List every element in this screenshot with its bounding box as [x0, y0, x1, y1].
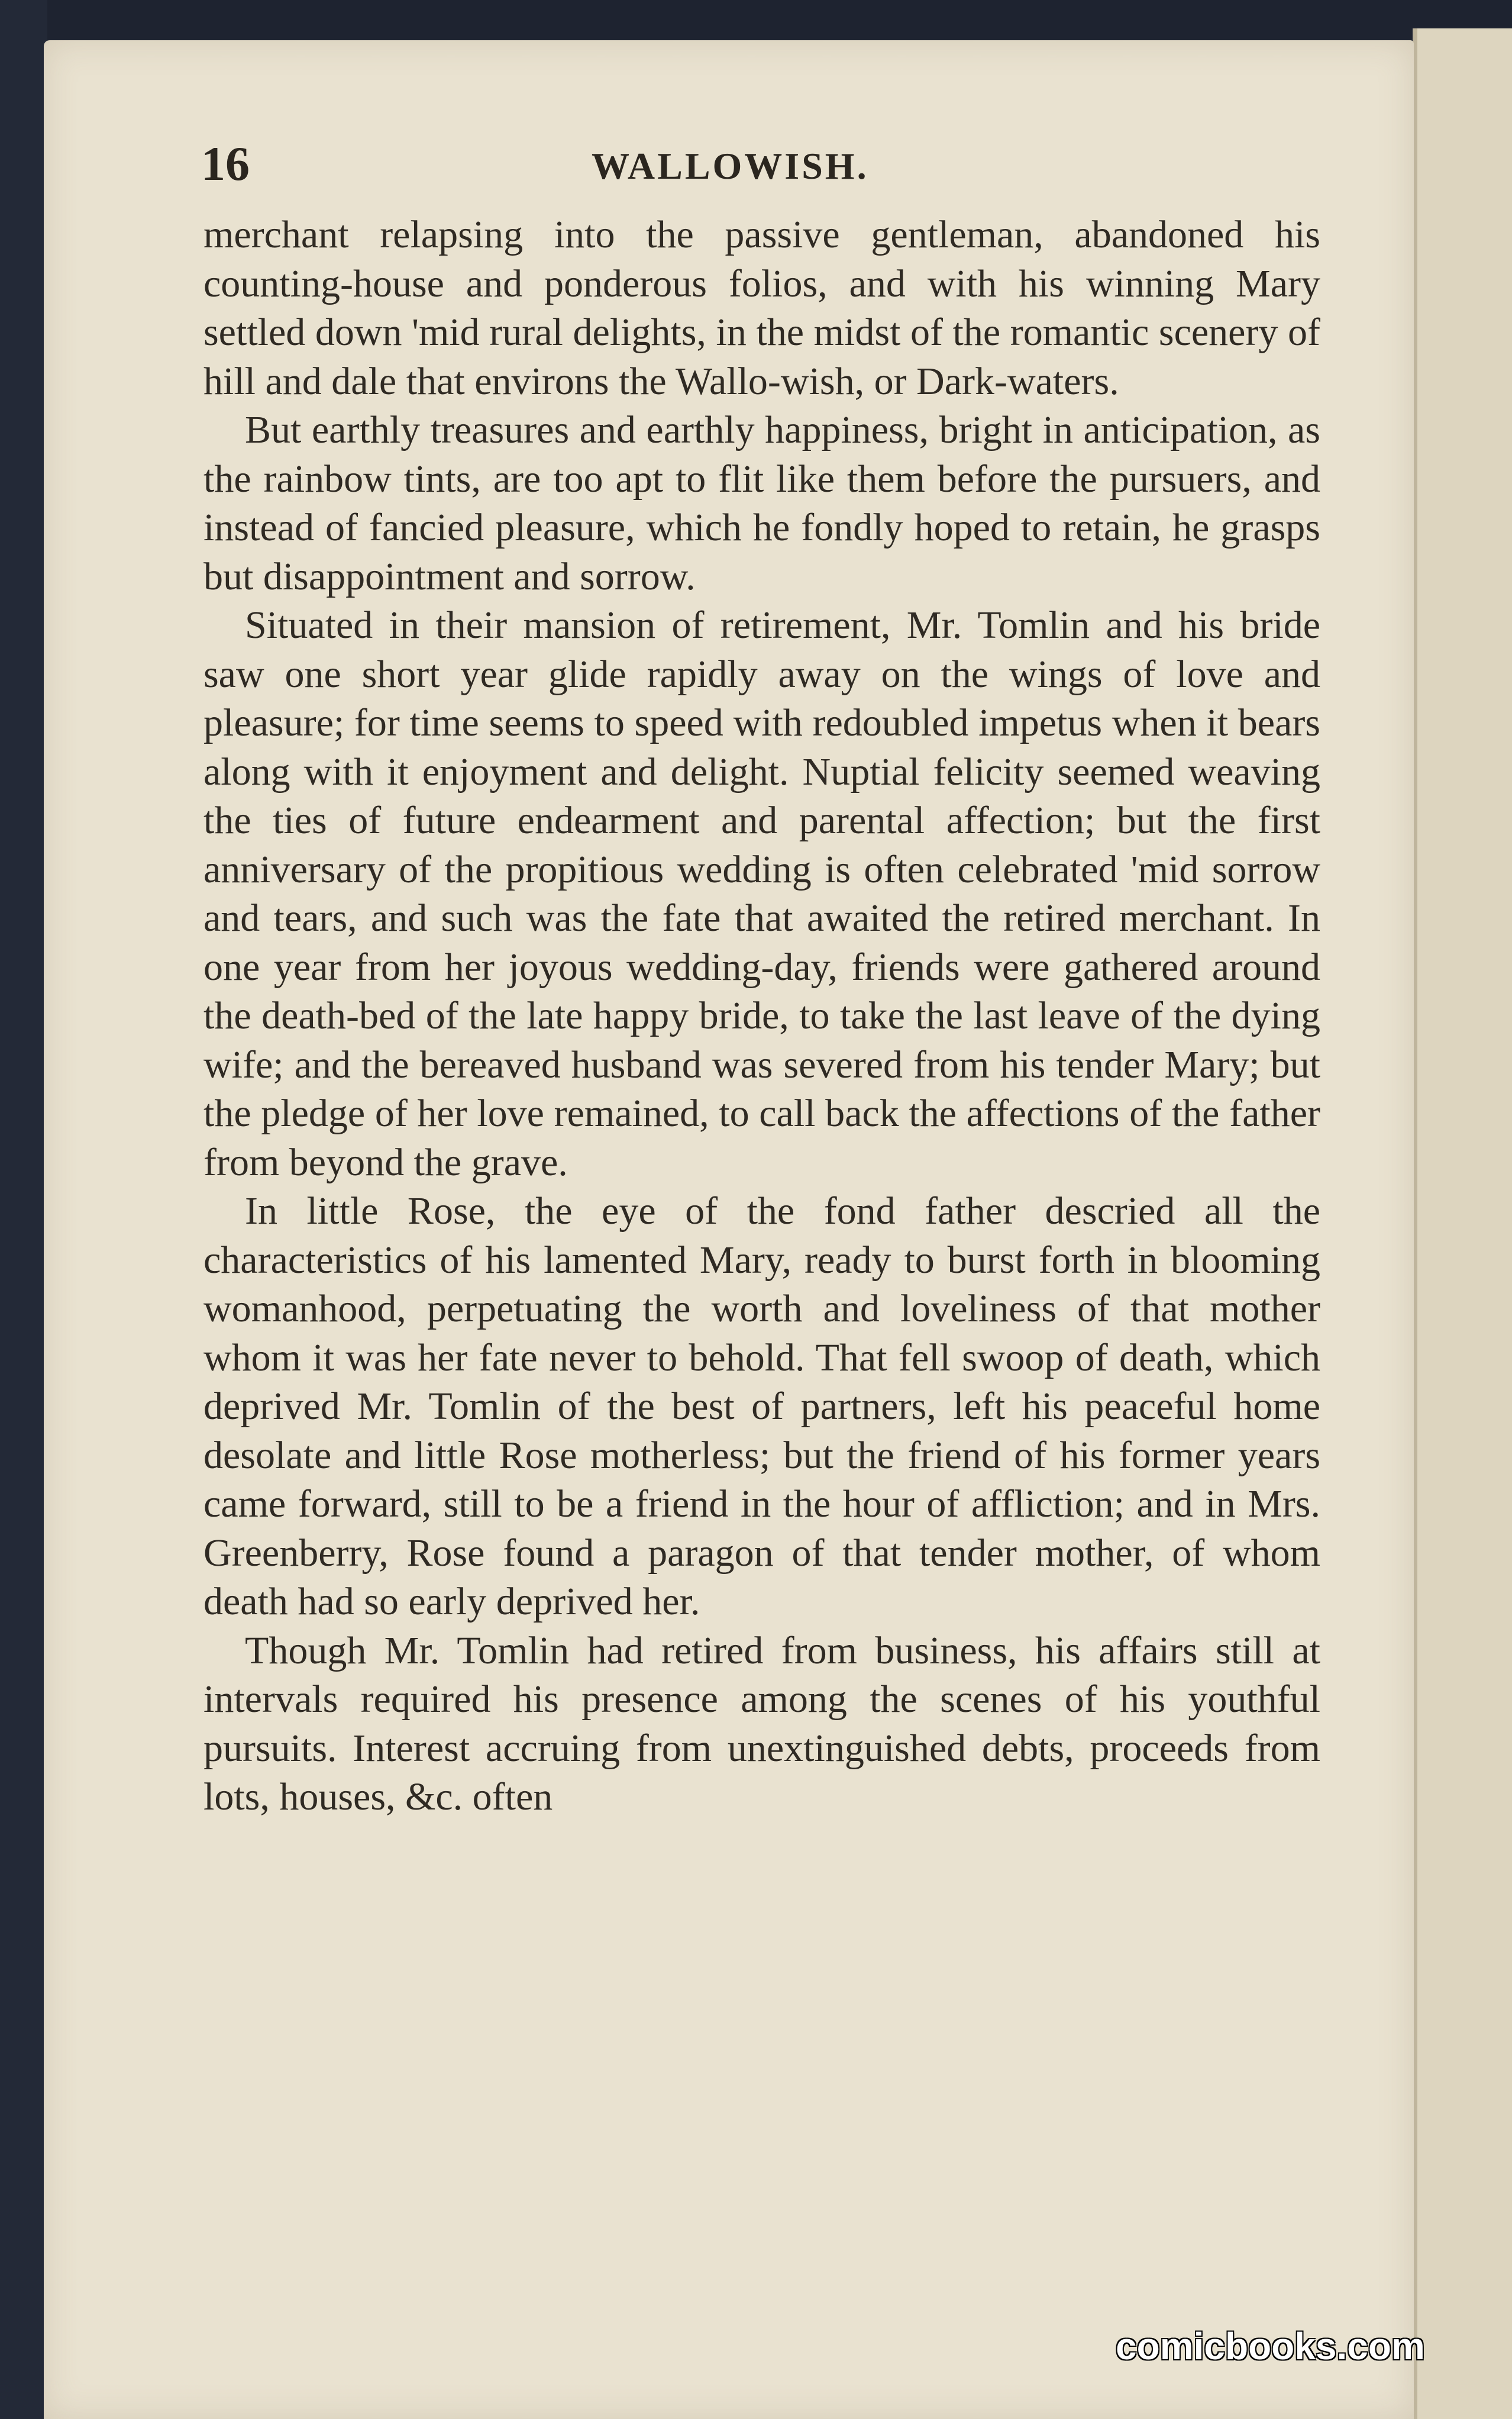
paragraph-3: Situated in their mansion of retirement, Mr. Tomlin and his bride saw one short year glide rapidly away on the wings of love and pleasure; for time seems to speed with redoubled impetus when it bears along with it enjoyment and delight. Nuptial felicity seemed weaving the ties of future endearment and parental affection; but the first anniversary of the propitious wedding is often celebrated 'mid sorrow and tears, and such was the fate that awaited the retired merchant. In one year from her joyous wedding-day, friends were gathered around the death-bed of the late happy bride, to take the last leave of the dying wife; and the bereaved husband was severed from his tender Mary; but the pledge of her love remained, to call back the affections of the father from beyond the grave.: [203, 604, 1320, 1184]
body-text: [203, 211, 1320, 1822]
paragraph-5: Though Mr. Tomlin had retired from business, his affairs still at intervals required his presence among the scenes of his youthful pursuits. Interest accruing from unextinguished debts, proceeds from lots, houses, &c. often: [203, 1628, 1320, 1818]
running-head: WALLOWISH.: [592, 145, 869, 187]
site-watermark: comicbooks.com: [1116, 2325, 1425, 2368]
page-number: 16: [201, 137, 250, 191]
paragraph-2: But earthly treasures and earthly happiness, bright in anticipation, as the rainbow tints, are too apt to flit like them before the pursuers, and instead of fancied pleasure, which he fondly hoped to retain, he grasps but disappointment and sorrow.: [203, 408, 1320, 598]
paragraph-4: In little Rose, the eye of the fond father descried all the characteristics of his lamented Mary, ready to burst forth in blooming womanhood, perpetuating the worth and loveliness of that mother whom it was her fate never to behold. That fell swoop of death, which deprived Mr. Tomlin of the best of partners, left his peaceful home desolate and little Rose motherless; but the friend of his former years came forward, still to be a friend in the hour of affliction; and in Mrs. Greenberry, Rose found a paragon of that tender mother, of whom death had so early deprived her.: [203, 1189, 1320, 1623]
dark-scan-border: [0, 0, 47, 2419]
paragraph-1: merchant relapsing into the passive gentleman, abandoned his counting-house and ponderous folios, and with his winning Mary settled down 'mid rural delights, in the midst of the romantic scenery of hill and dale that environs the Wallo-wish, or Dark-waters.: [203, 213, 1320, 403]
next-page-edge: [1413, 28, 1512, 2419]
page-header: [201, 136, 1325, 207]
